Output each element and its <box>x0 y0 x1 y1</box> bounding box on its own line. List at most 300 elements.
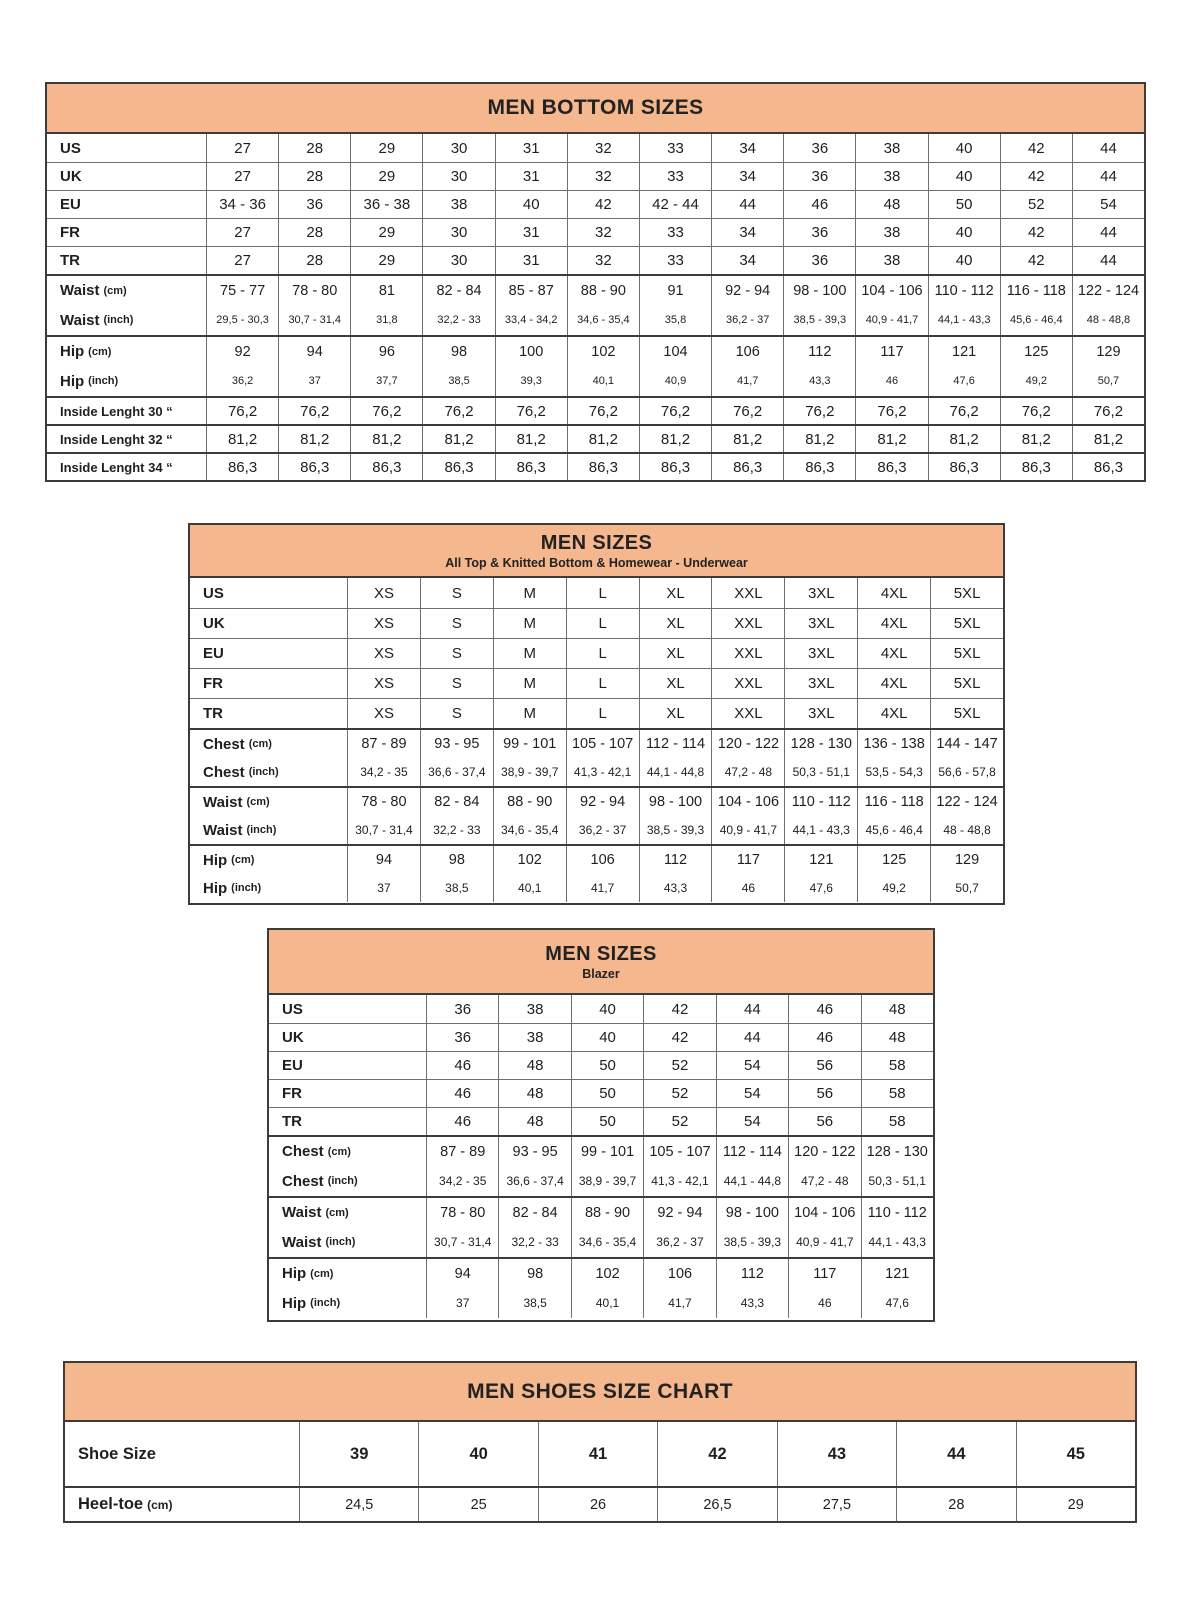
table-cell <box>347 730 420 786</box>
table-cell: 3XL <box>784 669 857 698</box>
table-cell: 38 <box>498 995 570 1023</box>
row-label <box>190 639 347 668</box>
cell-value-inch: 44,1 - 44,8 <box>723 1174 782 1189</box>
row-label-unit: (inch) <box>103 314 134 327</box>
table-cell: 38 <box>855 219 927 246</box>
row-label-line <box>269 1289 426 1319</box>
row-label-text: Hip <box>282 1265 307 1283</box>
table-cell: 27,5 <box>777 1488 896 1521</box>
table-cell: 28 <box>278 219 350 246</box>
table-cell: 56 <box>788 1080 860 1107</box>
table-row <box>190 786 1003 844</box>
table-row <box>190 844 1003 902</box>
cell-value-cm: 94 <box>306 343 323 360</box>
cell-value-cm: 125 <box>882 852 907 868</box>
table-cell: S <box>420 699 493 728</box>
row-label-unit: (inch) <box>231 882 262 894</box>
cell-value-cm: 98 <box>448 852 465 868</box>
table-cell: 76,2 <box>711 398 783 424</box>
table-cell <box>784 730 857 786</box>
table-title: MEN BOTTOM SIZES <box>487 96 704 119</box>
table-cell: 29 <box>350 247 422 274</box>
row-label <box>269 1052 426 1079</box>
table-cell <box>493 730 566 786</box>
table-subtitle: Blazer <box>582 966 620 981</box>
table-cell <box>857 788 930 844</box>
cell-value-inch: 36,2 <box>231 375 254 388</box>
table-cell <box>278 276 350 335</box>
row-label <box>47 219 206 246</box>
row-label-text: UK <box>282 1029 304 1046</box>
table-cell: 46 <box>788 1024 860 1051</box>
cell-value-cm: 104 <box>663 343 688 360</box>
table-cell: 38 <box>422 191 494 218</box>
table-cell: 46 <box>426 1052 498 1079</box>
table-cell: 76,2 <box>639 398 711 424</box>
cell-value-inch: 37,7 <box>376 375 398 388</box>
cell-value-cm: 91 <box>667 282 684 299</box>
table-cell <box>493 788 566 844</box>
table-cell: 40 <box>571 1024 643 1051</box>
table-cell: 45 <box>1016 1422 1135 1486</box>
table-cell: L <box>566 578 639 608</box>
table-cell: 48 <box>498 1052 570 1079</box>
table-cell: 56 <box>788 1108 860 1135</box>
row-label <box>269 995 426 1023</box>
row-label-unit: (cm) <box>147 1497 173 1512</box>
men-sizes-tops-table <box>188 523 1005 905</box>
table-cell: 52 <box>643 1108 715 1135</box>
table-cell: 4XL <box>857 639 930 668</box>
row-label <box>269 1108 426 1135</box>
cell-value-inch: 38,5 <box>523 1296 547 1311</box>
cell-value-cm: 85 - 87 <box>508 282 554 299</box>
table-cell: 50 <box>571 1108 643 1135</box>
table-row <box>190 728 1003 786</box>
table-cell <box>784 846 857 902</box>
table-row <box>65 1486 1135 1521</box>
cell-value-inch: 37 <box>377 881 391 895</box>
row-label-unit: (cm) <box>103 284 127 297</box>
table-header <box>269 930 933 995</box>
table-cell: 42 <box>1000 247 1072 274</box>
table-cell: 52 <box>643 1052 715 1079</box>
row-label <box>65 1422 299 1486</box>
cell-value-inch: 34,6 - 35,4 <box>578 1235 637 1250</box>
cell-value-inch: 36,2 - 37 <box>725 314 770 327</box>
cell-value-inch: 47,6 <box>885 1296 909 1311</box>
cell-value-cm: 122 - 124 <box>1077 282 1140 299</box>
cell-value-cm: 98 <box>527 1265 544 1282</box>
cell-value-cm: 88 - 90 <box>507 794 553 810</box>
table-cell: 36 <box>783 247 855 274</box>
cell-value-inch: 46 <box>885 375 899 388</box>
table-row <box>269 1257 933 1318</box>
table-cell: 50 <box>571 1052 643 1079</box>
cell-value-inch: 47,2 - 48 <box>724 765 773 779</box>
cell-value-inch: 35,8 <box>664 314 687 327</box>
table-cell: 86,3 <box>206 454 278 480</box>
table-cell: 27 <box>206 134 278 162</box>
table-cell: 50 <box>928 191 1000 218</box>
row-label-text: EU <box>60 196 81 213</box>
cell-value-cm: 82 - 84 <box>436 282 482 299</box>
table-cell: 28 <box>278 247 350 274</box>
row-label <box>190 730 347 786</box>
table-cell: 24,5 <box>299 1488 418 1521</box>
cell-value-inch: 40,1 <box>595 1296 620 1311</box>
table-cell: 44 <box>711 191 783 218</box>
row-label-line <box>269 1259 426 1289</box>
row-label <box>190 578 347 608</box>
table-cell: 44 <box>896 1422 1015 1486</box>
table-cell <box>493 846 566 902</box>
table-cell: 86,3 <box>711 454 783 480</box>
table-cell <box>643 1198 715 1257</box>
table-cell <box>711 788 784 844</box>
table-cell: 3XL <box>784 578 857 608</box>
table-cell: XL <box>639 578 712 608</box>
table-cell: 40 <box>571 995 643 1023</box>
cell-value-inch: 43,3 <box>809 375 831 388</box>
table-cell: 81,2 <box>928 426 1000 452</box>
row-label-text: US <box>60 139 81 157</box>
table-cell: 29 <box>350 219 422 246</box>
row-label-text: FR <box>203 675 223 692</box>
row-label-text: Hip <box>203 879 228 897</box>
cell-value-cm: 87 - 89 <box>361 736 407 752</box>
table-cell: 86,3 <box>350 454 422 480</box>
table-cell <box>278 337 350 396</box>
table-cell: M <box>493 609 566 638</box>
cell-value-inch: 38,5 - 39,3 <box>646 823 705 837</box>
cell-value-cm: 117 <box>813 1265 837 1282</box>
cell-value-cm: 112 - 114 <box>722 1143 782 1160</box>
row-label-line <box>190 816 347 844</box>
table-cell: 42 <box>567 191 639 218</box>
cell-value-inch: 50,7 <box>1097 375 1120 388</box>
table-cell: 42 <box>1000 134 1072 162</box>
cell-value-inch: 37 <box>456 1296 470 1311</box>
table-body <box>65 1422 1135 1521</box>
table-cell: 29 <box>350 134 422 162</box>
table-cell <box>426 1137 498 1196</box>
table-row <box>269 1135 933 1196</box>
table-cell <box>420 846 493 902</box>
table-row <box>47 452 1144 480</box>
table-cell: S <box>420 639 493 668</box>
table-row <box>190 668 1003 698</box>
cell-value-inch: 47,2 - 48 <box>801 1174 849 1189</box>
cell-value-inch: 50,3 - 51,1 <box>792 765 850 779</box>
cell-value-cm: 75 - 77 <box>220 282 266 299</box>
cell-value-cm: 120 - 122 <box>794 1143 856 1160</box>
cell-value-inch: 32,2 - 33 <box>437 314 481 327</box>
row-label <box>190 788 347 844</box>
table-cell: 5XL <box>930 669 1003 698</box>
table-cell: 34 <box>711 219 783 246</box>
table-cell: 5XL <box>930 639 1003 668</box>
table-cell: 38 <box>855 134 927 162</box>
table-cell: 76,2 <box>567 398 639 424</box>
table-cell <box>716 1198 788 1257</box>
cell-value-cm: 104 - 106 <box>794 1204 856 1221</box>
row-label-line <box>269 1167 426 1197</box>
table-cell: M <box>493 578 566 608</box>
table-cell: 27 <box>206 247 278 274</box>
cell-value-cm: 136 - 138 <box>863 736 925 752</box>
cell-value-inch: 36,6 - 37,4 <box>506 1174 564 1189</box>
table-cell: 5XL <box>930 699 1003 728</box>
table-cell <box>567 276 639 335</box>
cell-value-cm: 99 - 101 <box>503 736 557 752</box>
table-cell <box>571 1198 643 1257</box>
row-label-text: Waist <box>282 1204 322 1222</box>
table-cell <box>930 730 1003 786</box>
table-cell <box>1072 337 1144 396</box>
table-cell: 39 <box>299 1422 418 1486</box>
table-row <box>190 578 1003 608</box>
table-cell: M <box>493 669 566 698</box>
table-cell: 81,2 <box>350 426 422 452</box>
cell-value-inch: 30,7 - 31,4 <box>288 314 342 327</box>
table-cell <box>711 730 784 786</box>
table-cell: 81,2 <box>639 426 711 452</box>
row-label-text: Hip <box>282 1294 307 1312</box>
table-cell: 38 <box>855 163 927 190</box>
row-label-line <box>190 758 347 786</box>
table-cell <box>639 788 712 844</box>
table-row <box>190 638 1003 668</box>
cell-value-cm: 93 - 95 <box>512 1143 558 1160</box>
cell-value-cm: 121 <box>952 343 977 360</box>
table-cell: 28 <box>896 1488 1015 1521</box>
row-label-line <box>47 337 206 367</box>
row-label-text: TR <box>203 705 223 722</box>
row-label-text: EU <box>282 1057 303 1074</box>
cell-value-inch: 40,9 - 41,7 <box>796 1235 854 1250</box>
cell-value-inch: 43,3 <box>663 881 688 895</box>
cell-value-inch: 46 <box>818 1296 832 1311</box>
cell-value-inch: 47,6 <box>809 881 833 895</box>
row-label-line <box>47 367 206 397</box>
table-cell: 34 - 36 <box>206 191 278 218</box>
cell-value-inch: 40,9 - 41,7 <box>865 314 919 327</box>
cell-value-cm: 102 <box>591 343 616 360</box>
table-row <box>190 698 1003 728</box>
table-cell: 32 <box>567 247 639 274</box>
cell-value-cm: 102 <box>517 852 542 868</box>
row-label-text: US <box>282 1000 303 1018</box>
row-label <box>47 276 206 335</box>
row-label-text: Hip <box>203 851 228 869</box>
table-cell <box>857 846 930 902</box>
table-cell: 46 <box>783 191 855 218</box>
cell-value-inch: 36,6 - 37,4 <box>428 765 486 779</box>
table-row <box>47 190 1144 218</box>
cell-value-inch: 39,3 <box>520 375 542 388</box>
table-cell: 32 <box>567 163 639 190</box>
table-row <box>47 162 1144 190</box>
table-cell <box>639 276 711 335</box>
table-cell: 76,2 <box>422 398 494 424</box>
cell-value-cm: 94 <box>375 852 393 868</box>
cell-value-inch: 32,2 - 33 <box>433 823 481 837</box>
row-label-line <box>269 1198 426 1228</box>
row-label-text: Inside Lenght 30 “ <box>60 403 173 419</box>
cell-value-cm: 100 <box>519 343 544 360</box>
table-cell <box>639 730 712 786</box>
table-cell: 58 <box>861 1108 933 1135</box>
table-cell: 28 <box>278 134 350 162</box>
row-label <box>65 1488 299 1521</box>
table-cell: 76,2 <box>783 398 855 424</box>
cell-value-cm: 121 <box>809 852 834 868</box>
row-label-unit: (cm) <box>248 738 272 750</box>
table-cell: 76,2 <box>206 398 278 424</box>
table-title: MEN SIZES <box>540 531 653 554</box>
row-label-unit: (cm) <box>88 345 112 358</box>
row-label-text: Waist <box>203 793 243 811</box>
table-cell: 43 <box>777 1422 896 1486</box>
cell-value-cm: 120 - 122 <box>717 736 780 752</box>
row-label <box>47 163 206 190</box>
table-cell <box>1072 276 1144 335</box>
table-cell <box>855 337 927 396</box>
cell-value-inch: 47,6 <box>953 375 975 388</box>
cell-value-inch: 32,2 - 33 <box>511 1235 559 1250</box>
cell-value-inch: 31,8 <box>376 314 398 327</box>
table-cell: 4XL <box>857 578 930 608</box>
cell-value-inch: 38,5 <box>445 881 469 895</box>
table-cell: L <box>566 669 639 698</box>
cell-value-inch: 53,5 - 54,3 <box>865 765 923 779</box>
table-cell <box>643 1259 715 1318</box>
table-cell: 81,2 <box>278 426 350 452</box>
table-cell: XXL <box>711 699 784 728</box>
table-row <box>269 995 933 1023</box>
row-label-unit: (cm) <box>325 1206 349 1219</box>
table-cell: 58 <box>861 1080 933 1107</box>
cell-value-cm: 81 <box>378 282 395 299</box>
cell-value-inch: 44,1 - 43,3 <box>868 1235 926 1250</box>
row-label-text: US <box>203 584 224 602</box>
table-cell <box>571 1259 643 1318</box>
row-label <box>47 426 206 452</box>
men-sizes-blazer-table <box>267 928 935 1322</box>
cell-value-inch: 48 - 48,8 <box>943 823 991 837</box>
table-cell: 86,3 <box>928 454 1000 480</box>
table-cell: 81,2 <box>567 426 639 452</box>
table-cell: 32 <box>567 219 639 246</box>
table-cell: 42 - 44 <box>639 191 711 218</box>
table-cell <box>788 1198 860 1257</box>
cell-value-cm: 129 <box>954 852 980 868</box>
table-title: MEN SIZES <box>545 942 657 965</box>
table-cell: 31 <box>495 163 567 190</box>
table-cell: 29 <box>350 163 422 190</box>
table-cell: 5XL <box>930 609 1003 638</box>
row-label-line <box>190 874 347 902</box>
row-label-text: FR <box>282 1085 302 1102</box>
table-cell <box>347 846 420 902</box>
table-cell: 40 <box>928 163 1000 190</box>
row-label-text: Chest <box>203 735 245 753</box>
table-cell: 86,3 <box>1072 454 1144 480</box>
table-cell: XS <box>347 669 420 698</box>
cell-value-cm: 122 - 124 <box>936 794 998 810</box>
table-cell: 31 <box>495 134 567 162</box>
cell-value-cm: 99 - 101 <box>580 1143 635 1160</box>
table-cell: XS <box>347 609 420 638</box>
table-cell: 31 <box>495 247 567 274</box>
table-cell: S <box>420 669 493 698</box>
cell-value-cm: 128 - 130 <box>866 1143 928 1160</box>
table-cell: 28 <box>278 163 350 190</box>
row-label-unit: (cm) <box>327 1145 351 1158</box>
cell-value-inch: 36,2 - 37 <box>578 823 627 837</box>
table-cell <box>422 276 494 335</box>
cell-value-cm: 106 <box>590 852 615 868</box>
table-cell <box>566 846 639 902</box>
row-label-unit: (cm) <box>231 854 255 866</box>
table-cell: 40 <box>928 219 1000 246</box>
table-cell: 38 <box>855 247 927 274</box>
table-cell: 86,3 <box>855 454 927 480</box>
table-cell: 76,2 <box>855 398 927 424</box>
table-cell: 76,2 <box>350 398 422 424</box>
row-label-text: Waist <box>282 1233 322 1251</box>
table-cell: XL <box>639 609 712 638</box>
table-cell: 48 <box>861 1024 933 1051</box>
cell-value-cm: 96 <box>378 343 395 360</box>
row-label-text: Heel-toe <box>78 1495 144 1513</box>
table-cell: 26,5 <box>657 1488 776 1521</box>
table-cell: 3XL <box>784 639 857 668</box>
table-row <box>269 1079 933 1107</box>
table-cell: 44 <box>1072 134 1144 162</box>
row-label-line <box>269 1137 426 1167</box>
cell-value-cm: 92 - 94 <box>725 282 771 299</box>
cell-value-cm: 92 - 94 <box>580 794 626 810</box>
table-cell: 86,3 <box>1000 454 1072 480</box>
row-label-unit: (cm) <box>310 1267 334 1280</box>
cell-value-inch: 29,5 - 30,3 <box>216 314 269 327</box>
cell-value-inch: 30,7 - 31,4 <box>355 823 413 837</box>
table-cell: 44 <box>716 1024 788 1051</box>
cell-value-cm: 88 - 90 <box>580 282 626 299</box>
row-label-line <box>190 788 347 816</box>
table-cell: 81,2 <box>206 426 278 452</box>
table-cell <box>930 846 1003 902</box>
table-row <box>190 608 1003 638</box>
row-label-unit: (inch) <box>248 766 279 778</box>
cell-value-inch: 38,5 <box>448 375 470 388</box>
table-cell: 81,2 <box>1000 426 1072 452</box>
row-label-text: EU <box>203 645 224 662</box>
table-cell: 48 <box>861 995 933 1023</box>
table-cell <box>495 276 567 335</box>
table-cell <box>566 788 639 844</box>
cell-value-cm: 87 - 89 <box>440 1143 486 1160</box>
table-cell <box>711 276 783 335</box>
cell-value-inch: 56,6 - 57,8 <box>938 765 996 779</box>
table-cell: 52 <box>1000 191 1072 218</box>
table-cell: 30 <box>422 247 494 274</box>
table-cell <box>788 1137 860 1196</box>
table-cell <box>498 1137 570 1196</box>
table-cell: 33 <box>639 247 711 274</box>
